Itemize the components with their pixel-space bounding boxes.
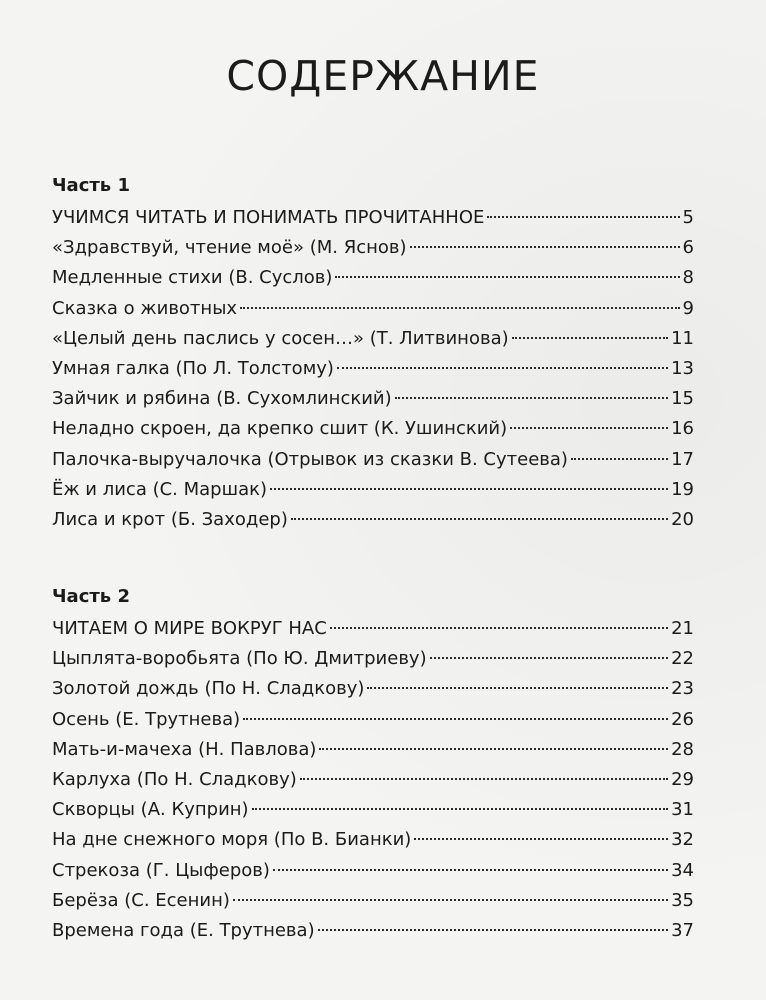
toc-entry bbox=[52, 263, 694, 293]
toc-entry-page-number: 13 bbox=[671, 357, 694, 379]
dot-leader bbox=[335, 276, 679, 278]
toc-entry-title: ЧИТАЕМ О МИРЕ ВОКРУГ НАС bbox=[52, 618, 327, 639]
dot-leader bbox=[330, 627, 668, 629]
dot-leader bbox=[243, 718, 668, 720]
toc-entry-page-number: 28 bbox=[671, 738, 694, 760]
toc-entry-page-number: 6 bbox=[682, 237, 694, 259]
toc-entry bbox=[52, 505, 694, 535]
dot-leader bbox=[571, 458, 668, 460]
toc-entry-page-number: 37 bbox=[671, 919, 694, 941]
toc-entry-title: «Целый день паслись у сосен…» (Т. Литвинова) bbox=[52, 327, 509, 349]
toc-entry-title: Скворцы (А. Куприн) bbox=[52, 799, 249, 821]
toc-entry-page-number: 35 bbox=[671, 889, 694, 911]
part-2-contents-list bbox=[52, 614, 694, 946]
toc-entry bbox=[52, 203, 694, 233]
toc-entry bbox=[52, 765, 694, 795]
toc-entry-title: Карлуха (По Н. Сладкову) bbox=[52, 768, 297, 790]
toc-entry-page-number: 19 bbox=[671, 478, 694, 500]
toc-entry bbox=[52, 705, 694, 735]
toc-entry-title: «Здравствуй, чтение моё» (М. Яснов) bbox=[52, 237, 407, 259]
toc-entry-page-number: 26 bbox=[671, 708, 694, 730]
toc-entry bbox=[52, 825, 694, 855]
toc-entry-title: Ёж и лиса (С. Маршак) bbox=[52, 478, 267, 500]
dot-leader bbox=[300, 778, 668, 780]
dot-leader bbox=[367, 687, 668, 689]
dot-leader bbox=[487, 216, 679, 218]
toc-entry bbox=[52, 644, 694, 674]
toc-entry-page-number: 9 bbox=[682, 297, 694, 319]
dot-leader bbox=[510, 427, 668, 429]
toc-entry-title: Берёза (С. Есенин) bbox=[52, 889, 230, 911]
toc-entry bbox=[52, 614, 694, 644]
toc-entry-title: Осень (Е. Трутнева) bbox=[52, 708, 241, 730]
dot-leader bbox=[318, 929, 669, 931]
toc-entry-page-number: 31 bbox=[671, 799, 694, 821]
toc-entry-page-number: 16 bbox=[671, 418, 694, 440]
part-1-heading: Часть 1 bbox=[52, 175, 130, 196]
dot-leader bbox=[240, 307, 679, 309]
toc-entry bbox=[52, 916, 694, 946]
toc-entry-title: Медленные стихи (В. Суслов) bbox=[52, 267, 333, 289]
toc-entry-page-number: 20 bbox=[671, 508, 694, 530]
toc-entry-title: Сказка о животных bbox=[52, 297, 238, 319]
toc-entry bbox=[52, 795, 694, 825]
part-1-contents-list bbox=[52, 203, 694, 535]
toc-entry-page-number: 32 bbox=[671, 829, 694, 851]
toc-entry-title: Умная галка (По Л. Толстому) bbox=[52, 357, 334, 379]
toc-entry-title: Стрекоза (Г. Цыферов) bbox=[52, 859, 270, 881]
part-2-heading: Часть 2 bbox=[52, 586, 130, 607]
toc-entry bbox=[52, 674, 694, 704]
toc-entry bbox=[52, 384, 694, 414]
dot-leader bbox=[291, 518, 668, 520]
toc-entry-page-number: 5 bbox=[682, 207, 694, 228]
toc-entry-title: УЧИМСЯ ЧИТАТЬ И ПОНИМАТЬ ПРОЧИТАННОЕ bbox=[52, 207, 485, 228]
dot-leader bbox=[430, 657, 668, 659]
toc-entry bbox=[52, 324, 694, 354]
dot-leader bbox=[414, 838, 668, 840]
toc-entry-page-number: 22 bbox=[671, 648, 694, 670]
toc-entry-title: Золотой дождь (По Н. Сладкову) bbox=[52, 678, 365, 700]
dot-leader bbox=[252, 808, 669, 810]
toc-entry bbox=[52, 856, 694, 886]
dot-leader bbox=[270, 488, 668, 490]
toc-entry-title: Времена года (Е. Трутнева) bbox=[52, 919, 315, 941]
toc-entry bbox=[52, 414, 694, 444]
toc-entry bbox=[52, 354, 694, 384]
dot-leader bbox=[319, 748, 668, 750]
toc-entry-title: Зайчик и рябина (В. Сухомлинский) bbox=[52, 388, 392, 410]
toc-entry bbox=[52, 475, 694, 505]
toc-entry-title: Лиса и крот (Б. Заходер) bbox=[52, 508, 288, 530]
dot-leader bbox=[337, 367, 668, 369]
page-title: СОДЕРЖАНИЕ bbox=[226, 52, 540, 100]
toc-entry-page-number: 8 bbox=[682, 267, 694, 289]
toc-entry-title: Палочка-выручалочка (Отрывок из сказки В. Сутеева) bbox=[52, 448, 568, 470]
toc-entry-page-number: 23 bbox=[671, 678, 694, 700]
toc-entry-page-number: 11 bbox=[671, 327, 694, 349]
toc-entry-page-number: 29 bbox=[671, 768, 694, 790]
dot-leader bbox=[410, 246, 680, 248]
toc-entry bbox=[52, 735, 694, 765]
toc-entry-page-number: 15 bbox=[671, 388, 694, 410]
toc-entry-page-number: 17 bbox=[671, 448, 694, 470]
dot-leader bbox=[395, 397, 668, 399]
toc-entry-title: Мать-и-мачеха (Н. Павлова) bbox=[52, 738, 317, 760]
toc-entry-title: На дне снежного моря (По В. Бианки) bbox=[52, 829, 412, 851]
dot-leader bbox=[233, 899, 668, 901]
toc-entry bbox=[52, 233, 694, 263]
toc-entry bbox=[52, 886, 694, 916]
toc-entry bbox=[52, 445, 694, 475]
dot-leader bbox=[512, 337, 668, 339]
toc-entry-title: Цыплята-воробьята (По Ю. Дмитриеву) bbox=[52, 648, 427, 670]
toc-entry-page-number: 21 bbox=[671, 618, 694, 639]
toc-entry-title: Неладно скроен, да крепко сшит (К. Ушинский) bbox=[52, 418, 508, 440]
toc-entry bbox=[52, 294, 694, 324]
dot-leader bbox=[273, 869, 668, 871]
toc-entry-page-number: 34 bbox=[671, 859, 694, 881]
